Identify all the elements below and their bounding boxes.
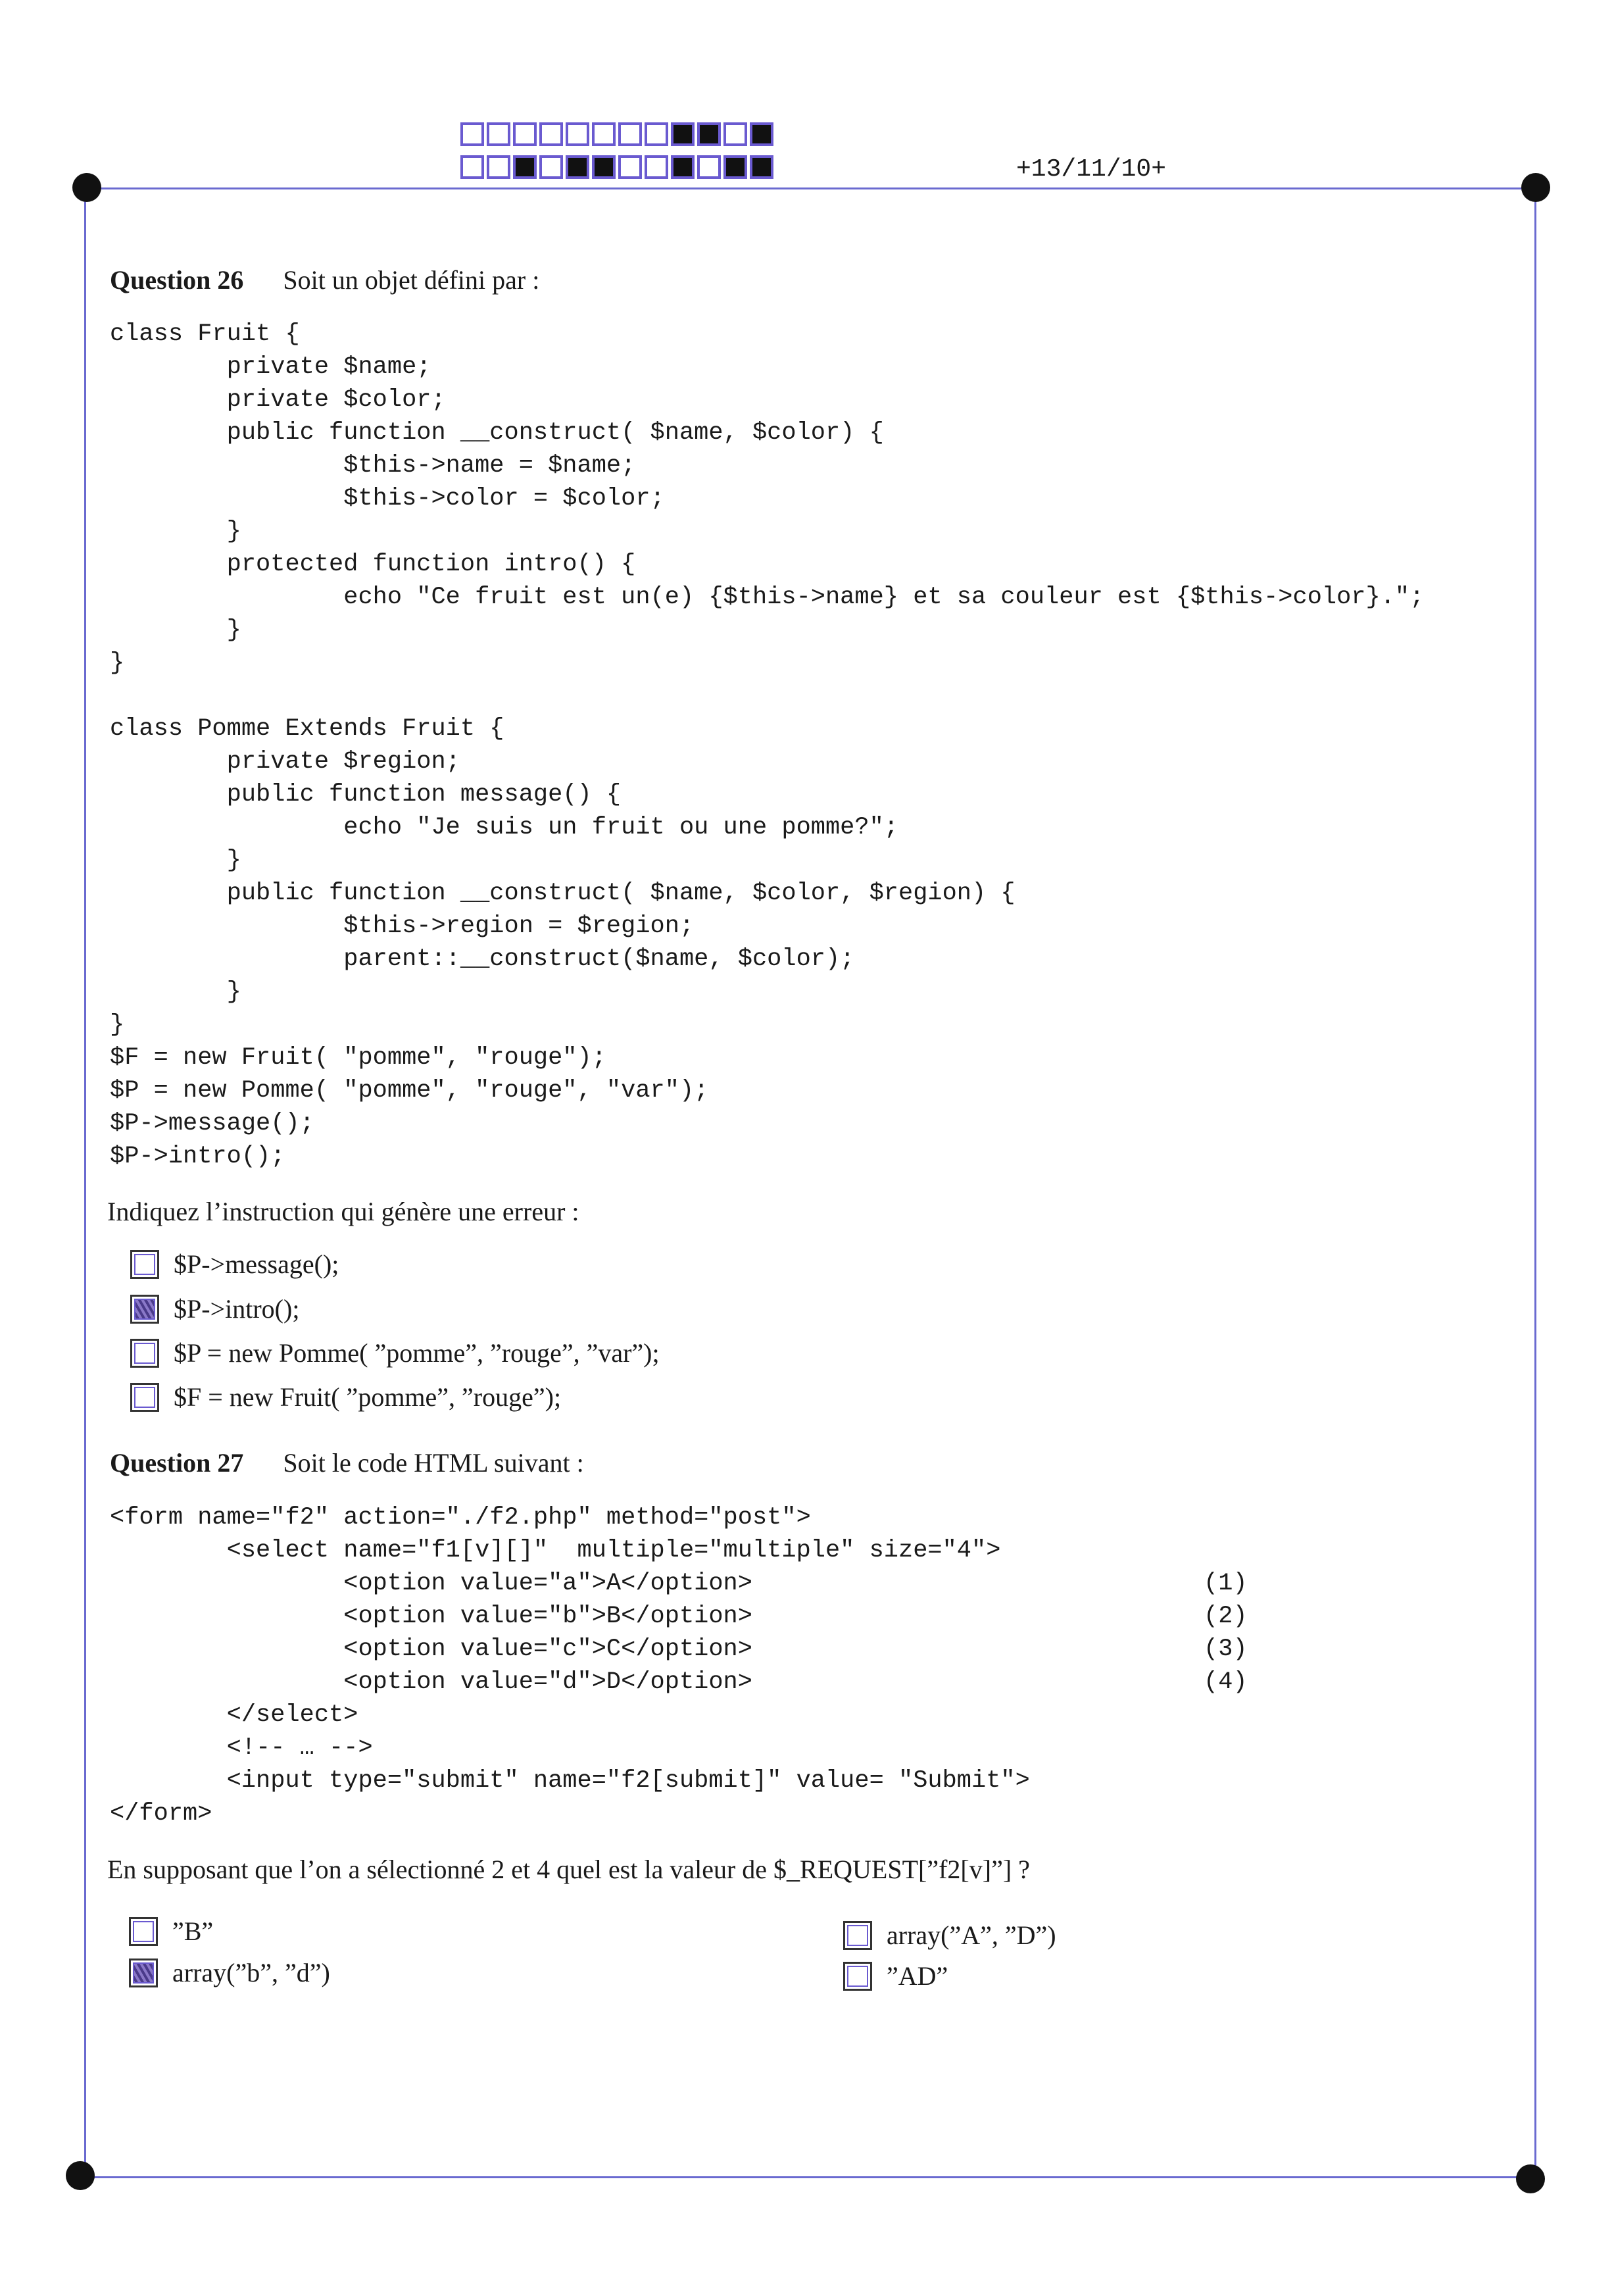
line-mark-2: (2) [1204,1603,1248,1630]
choice-label: $P = new Pomme( ”pomme”, ”rouge”, ”var”); [174,1338,660,1368]
choice-label: array(”A”, ”D”) [887,1920,1056,1950]
barcode-cell-filled [671,122,695,146]
choice-label: $P->message(); [174,1249,339,1279]
choice-label: ”AD” [887,1961,948,1991]
question-26-prompt: Indiquez l’instruction qui génère une erreur : [107,1197,579,1226]
barcode-cell-empty [697,155,721,179]
choice-label: ”B” [172,1916,214,1946]
question-27-code: <form name="f2" action="./f2.php" method="post"> <select name="f1[v][]" multiple="multiple" size="4"> <option value="a">A</option> <option value="b">B</option> <option value="c">C</option> <option value="d">D</option> </select> <!-- … --> <input type="submit" name="f2[submit]" value= "Submit"> </form> [110,1504,1030,1828]
question-26-intro: Soit un objet défini par : [283,265,540,295]
choice-label: $F = new Fruit( ”pomme”, ”rouge”); [174,1382,562,1412]
choice-label: array(”b”, ”d”) [172,1958,330,1987]
q27-choice-3[interactable] [843,1920,1056,1951]
checkbox-checked[interactable] [130,1295,159,1324]
q26-choice-4[interactable] [130,1382,561,1412]
barcode-cell-filled [697,122,721,146]
barcode-cell-empty [460,122,484,146]
page-identifier: +13/11/10+ [1016,155,1167,184]
barcode-cell-filled [750,155,773,179]
barcode-cell-empty [618,155,642,179]
barcode-cell-empty [592,122,616,146]
q27-choice-2[interactable] [129,1957,330,1988]
question-26-code: class Fruit { private $name; private $color; public function __construct( $name, $color) { $this->name = $name; $this->color = $color; } protected function intro() { echo "Ce fruit est un(e) {$this->name} et sa couleur est {$this->color}."; } } class Pomme Extends Fruit { private $region; public function message() { echo "Je suis un fruit ou une pomme?"; } public function __construct( $name, $color, $region) { $this->region = $region; parent::__construct($name, $color); } } $F = new Fruit( "pomme", "rouge"); $P = new Pomme( "pomme", "rouge", "var"); $P->message(); $P->intro(); [110,320,1425,1170]
barcode-cell-empty [723,122,747,146]
corner-marker-top-right [1521,173,1550,202]
q27-choice-1[interactable] [129,1916,213,1947]
corner-marker-top-left [72,173,101,202]
barcode-cell-empty [645,122,668,146]
corner-marker-bottom-left [66,2161,95,2190]
checkbox[interactable] [843,1962,872,1991]
barcode-cell-empty [566,122,589,146]
checkbox[interactable] [130,1339,159,1368]
frame-right-line [1534,187,1536,2178]
choice-label: $P->intro(); [174,1294,300,1324]
question-26-label: Question 26 [110,265,244,295]
question-26-header [110,264,539,295]
barcode-cell-empty [618,122,642,146]
q26-choice-3[interactable] [130,1337,660,1368]
q26-choice-2[interactable] [130,1293,299,1324]
barcode-row-1 [460,122,776,146]
barcode-cell-filled [566,155,589,179]
line-mark-4: (4) [1204,1668,1248,1696]
checkbox[interactable] [843,1921,872,1950]
barcode-cell-filled [723,155,747,179]
q26-choice-1[interactable] [130,1249,339,1280]
barcode-cell-filled [592,155,616,179]
question-27-intro: Soit le code HTML suivant : [283,1448,584,1478]
checkbox[interactable] [129,1917,158,1946]
barcode-cell-empty [460,155,484,179]
barcode-cell-empty [539,122,563,146]
question-27-header [110,1447,584,1478]
frame-top-line [86,187,1536,189]
line-mark-1: (1) [1204,1570,1248,1597]
checkbox-checked[interactable] [129,1959,158,1987]
barcode-cell-empty [539,155,563,179]
corner-marker-bottom-right [1516,2164,1545,2193]
barcode-cell-empty [513,122,537,146]
barcode-cell-filled [513,155,537,179]
frame-left-line [84,187,86,2178]
line-mark-3: (3) [1204,1635,1248,1663]
checkbox[interactable] [130,1383,159,1412]
barcode-cell-empty [487,122,510,146]
barcode-cell-empty [645,155,668,179]
question-27-label: Question 27 [110,1448,244,1478]
q27-choice-4[interactable] [843,1960,948,1991]
barcode-row-2 [460,155,776,179]
frame-bottom-line [80,2176,1534,2178]
checkbox[interactable] [130,1250,159,1279]
question-27-prompt: En supposant que l’on a sélectionné 2 et 4 quel est la valeur de $_REQUEST[”f2[v]”] ? [107,1855,1030,1884]
barcode-cell-empty [487,155,510,179]
barcode-cell-filled [750,122,773,146]
barcode-cell-filled [671,155,695,179]
